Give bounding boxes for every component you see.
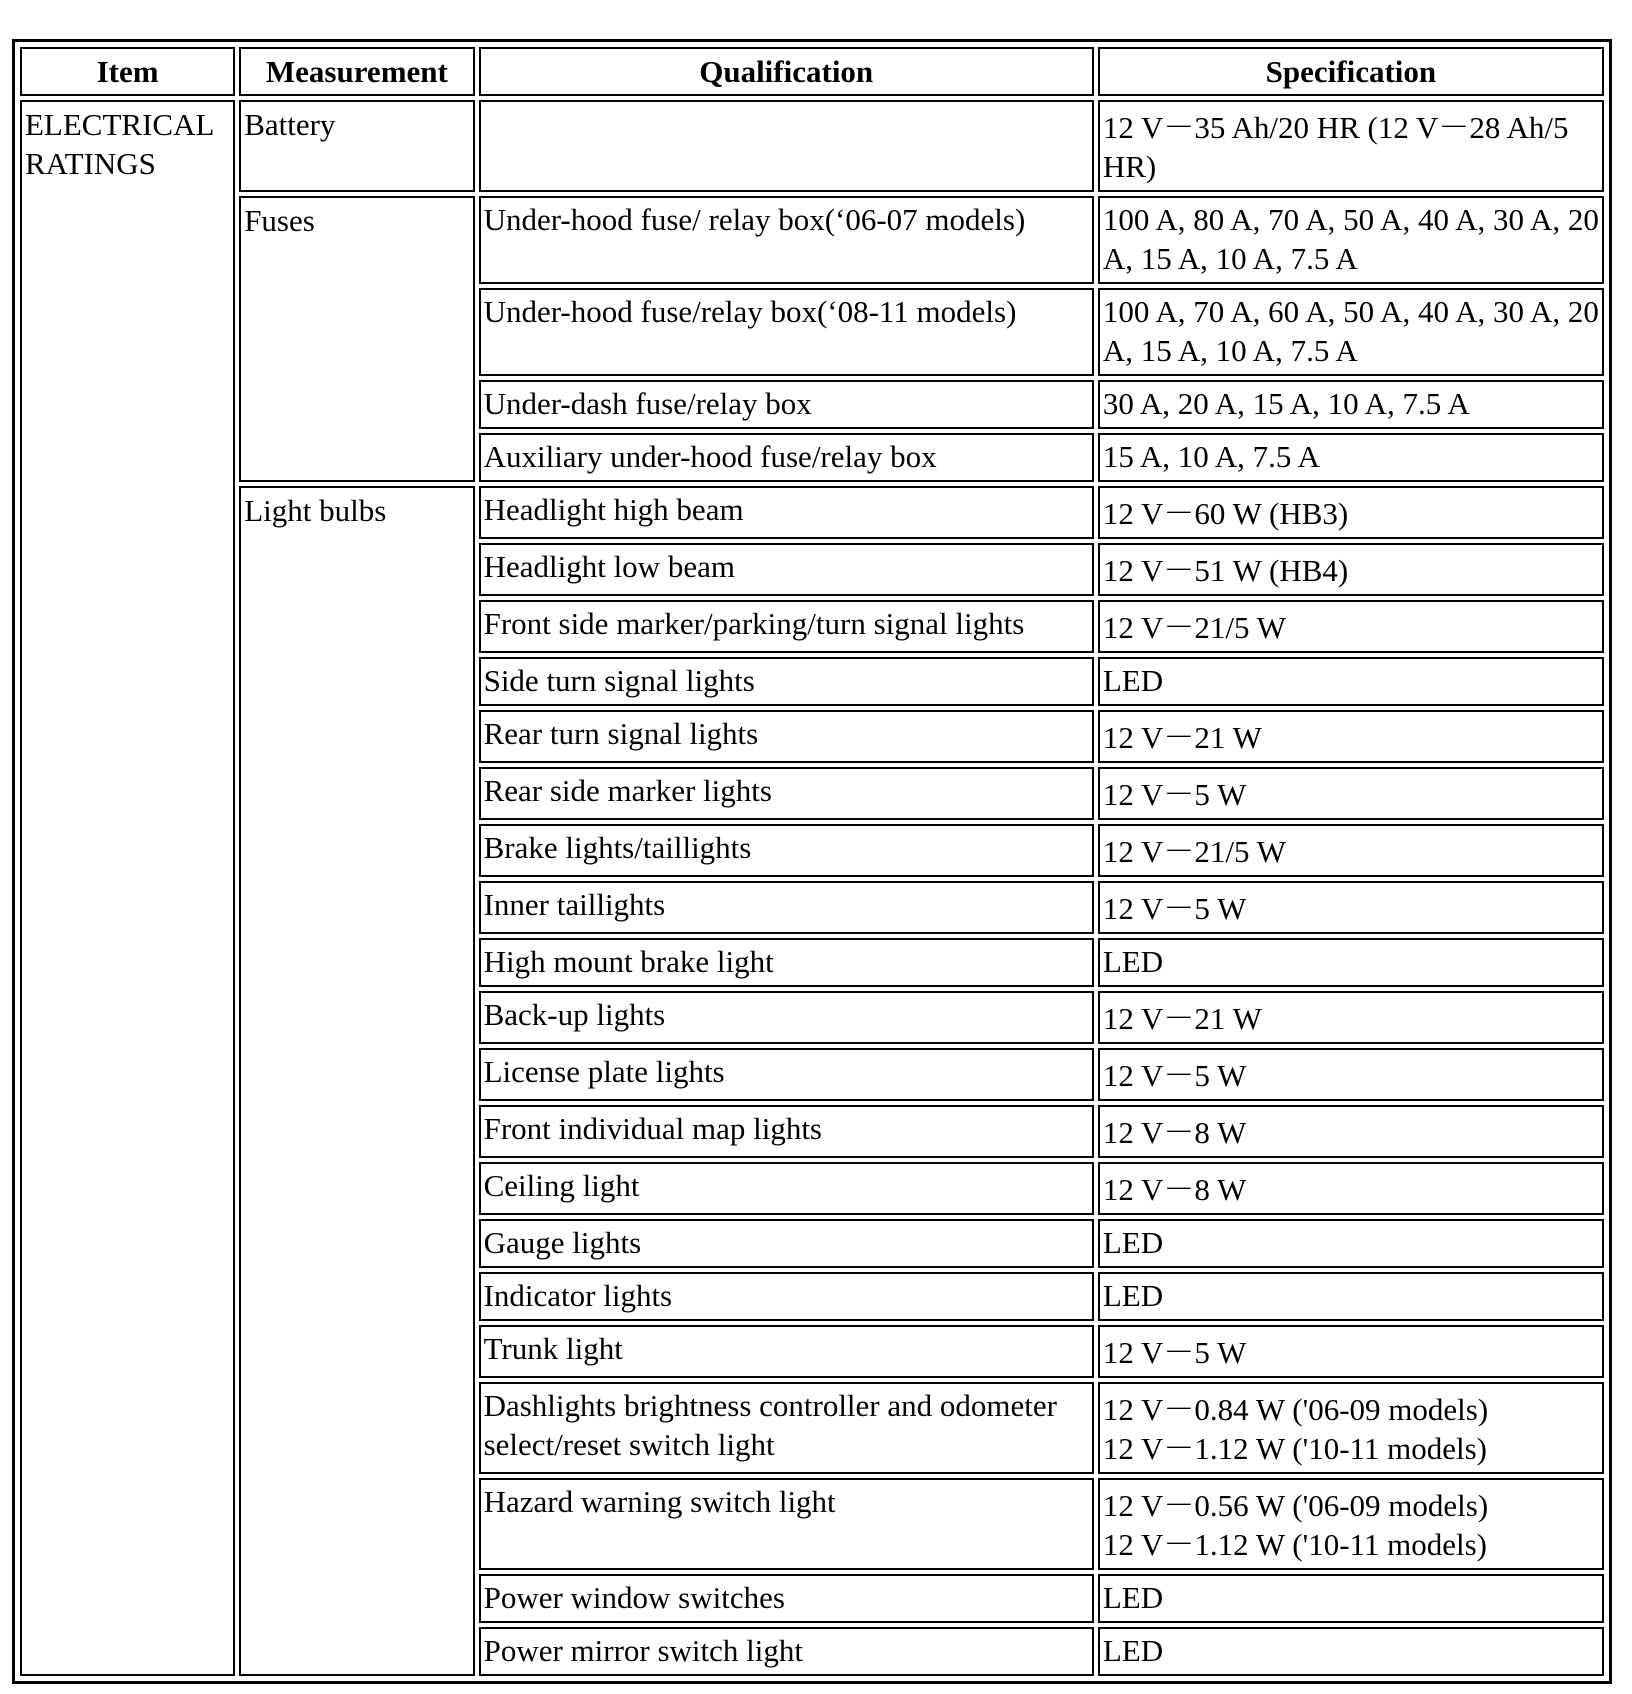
qualification-cell: Under-dash fuse/relay box (479, 380, 1094, 429)
specification-cell: 12 V－5 W (1098, 1325, 1604, 1378)
header-item: Item (20, 47, 235, 96)
qualification-cell: Indicator lights (479, 1272, 1094, 1321)
specification-cell: 12 V－21/5 W (1098, 824, 1604, 877)
specification-cell: 100 A, 80 A, 70 A, 50 A, 40 A, 30 A, 20 A, 15 A, 10 A, 7.5 A (1098, 196, 1604, 284)
qualification-cell: High mount brake light (479, 938, 1094, 987)
measurement-battery: Battery (239, 100, 474, 192)
specification-line: 12 V－0.84 W ('06-09 models) (1102, 1392, 1489, 1427)
specification-cell: LED (1098, 1574, 1604, 1623)
specification-cell: LED (1098, 938, 1604, 987)
specification-cell: 12 V－5 W (1098, 881, 1604, 934)
header-specification: Specification (1098, 47, 1604, 96)
specification-cell: 12 V－5 W (1098, 767, 1604, 820)
qualification-cell: Headlight high beam (479, 486, 1094, 539)
specification-cell: 12 V－8 W (1098, 1162, 1604, 1215)
specification-line: 12 V－0.56 W ('06-09 models) (1102, 1488, 1489, 1523)
qualification-cell: License plate lights (479, 1048, 1094, 1101)
qualification-cell: Dashlights brightness controller and odometer select/reset switch light (479, 1382, 1094, 1474)
qualification-cell: Inner taillights (479, 881, 1094, 934)
electrical-ratings-table (16, 43, 1608, 1680)
qualification-cell: Back-up lights (479, 991, 1094, 1044)
specification-cell (1098, 1382, 1604, 1474)
qualification-cell: Front individual map lights (479, 1105, 1094, 1158)
qualification-battery (479, 100, 1094, 192)
qualification-cell: Rear side marker lights (479, 767, 1094, 820)
specification-cell: 15 A, 10 A, 7.5 A (1098, 433, 1604, 482)
qualification-cell: Hazard warning switch light (479, 1478, 1094, 1570)
qualification-cell: Gauge lights (479, 1219, 1094, 1268)
spec-table-frame (12, 39, 1612, 1684)
measurement-light-bulbs: Light bulbs (239, 486, 474, 1676)
measurement-fuses: Fuses (239, 196, 474, 482)
specification-cell: 12 V－8 W (1098, 1105, 1604, 1158)
qualification-cell: Ceiling light (479, 1162, 1094, 1215)
qualification-cell: Auxiliary under-hood fuse/relay box (479, 433, 1094, 482)
qualification-cell: Rear turn signal lights (479, 710, 1094, 763)
header-measurement: Measurement (239, 47, 474, 96)
qualification-cell: Side turn signal lights (479, 657, 1094, 706)
qualification-cell: Headlight low beam (479, 543, 1094, 596)
specification-cell: 12 V－5 W (1098, 1048, 1604, 1101)
specification-cell: 12 V－60 W (HB3) (1098, 486, 1604, 539)
qualification-cell: Brake lights/taillights (479, 824, 1094, 877)
specification-cell (1098, 1478, 1604, 1570)
specification-cell: 12 V－21/5 W (1098, 600, 1604, 653)
specification-battery: 12 V－35 Ah/20 HR (12 V－28 Ah/5 HR) (1098, 100, 1604, 192)
specification-line: 12 V－1.12 W ('10-11 models) (1102, 1431, 1487, 1466)
header-qualification: Qualification (479, 47, 1094, 96)
qualification-cell: Front side marker/parking/turn signal lights (479, 600, 1094, 653)
header-row (20, 47, 1604, 96)
specification-line: 12 V－1.12 W ('10-11 models) (1102, 1527, 1487, 1562)
specification-cell: 100 A, 70 A, 60 A, 50 A, 40 A, 30 A, 20 A, 15 A, 10 A, 7.5 A (1098, 288, 1604, 376)
specification-cell: 30 A, 20 A, 15 A, 10 A, 7.5 A (1098, 380, 1604, 429)
specification-cell: LED (1098, 1219, 1604, 1268)
specification-cell: LED (1098, 1272, 1604, 1321)
table-row (20, 100, 1604, 192)
table-row (20, 196, 1604, 284)
specification-cell: 12 V－21 W (1098, 991, 1604, 1044)
specification-cell: 12 V－21 W (1098, 710, 1604, 763)
specification-cell: LED (1098, 1627, 1604, 1676)
specification-cell: LED (1098, 657, 1604, 706)
qualification-cell: Under-hood fuse/relay box(‘08-11 models) (479, 288, 1094, 376)
qualification-cell: Under-hood fuse/ relay box(‘06-07 models) (479, 196, 1094, 284)
qualification-cell: Power window switches (479, 1574, 1094, 1623)
qualification-cell: Power mirror switch light (479, 1627, 1094, 1676)
item-cell: ELECTRICAL RATINGS (20, 100, 235, 1676)
table-row (20, 486, 1604, 539)
qualification-cell: Trunk light (479, 1325, 1094, 1378)
specification-cell: 12 V－51 W (HB4) (1098, 543, 1604, 596)
